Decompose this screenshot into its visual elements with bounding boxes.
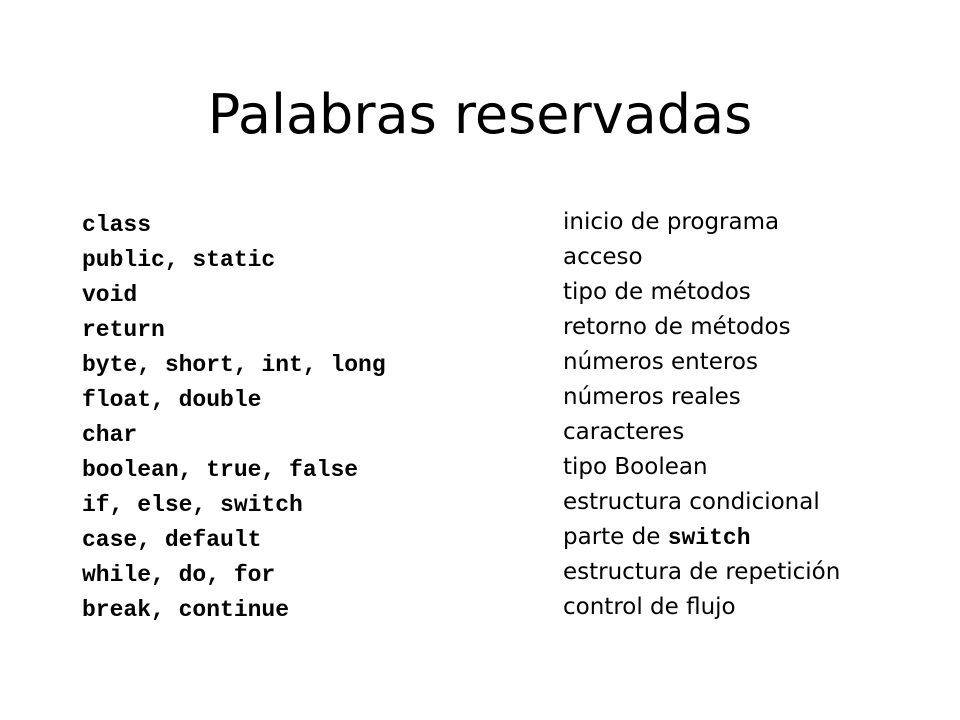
slide-title: Palabras reservadas — [207, 83, 753, 146]
keyword-text: void — [82, 282, 138, 308]
keyword-description: estructura de repetición — [563, 559, 841, 585]
keyword-description-code: switch — [667, 525, 751, 551]
keyword-text: while, do, for — [82, 562, 276, 588]
keyword-text: if, else, switch — [82, 492, 303, 518]
keyword-description: números enteros — [563, 349, 758, 375]
keyword-description: tipo Boolean — [563, 454, 708, 480]
keyword-text: case, default — [82, 527, 262, 553]
keyword-description — [563, 525, 751, 551]
keyword-row — [82, 313, 942, 348]
keyword-description: acceso — [563, 244, 643, 270]
keyword-text: char — [82, 422, 138, 448]
keyword-description: tipo de métodos — [563, 279, 751, 305]
keyword-row — [82, 593, 942, 628]
keyword-text: class — [82, 212, 152, 238]
keyword-text: return — [82, 317, 165, 343]
keyword-description: números reales — [563, 384, 741, 410]
keyword-description: control de flujo — [563, 594, 736, 620]
keyword-row — [82, 558, 942, 593]
keyword-description: inicio de programa — [563, 209, 780, 235]
keyword-row — [82, 383, 942, 418]
keyword-table — [82, 208, 942, 628]
keyword-description: retorno de métodos — [563, 314, 791, 340]
keyword-row — [82, 488, 942, 523]
keyword-text: public, static — [82, 247, 276, 273]
keyword-row — [82, 208, 942, 243]
keyword-text: float, double — [82, 387, 262, 413]
keyword-row — [82, 278, 942, 313]
keyword-description: estructura condicional — [563, 489, 820, 515]
keyword-row — [82, 243, 942, 278]
keyword-row — [82, 453, 942, 488]
keyword-text: byte, short, int, long — [82, 352, 386, 378]
keyword-description-text: parte de — [563, 524, 668, 550]
keyword-text: break, continue — [82, 597, 290, 623]
keyword-row — [82, 348, 942, 383]
keyword-row — [82, 418, 942, 453]
keyword-row — [82, 523, 942, 558]
keyword-description: caracteres — [563, 419, 685, 445]
keyword-text: boolean, true, false — [82, 457, 359, 483]
